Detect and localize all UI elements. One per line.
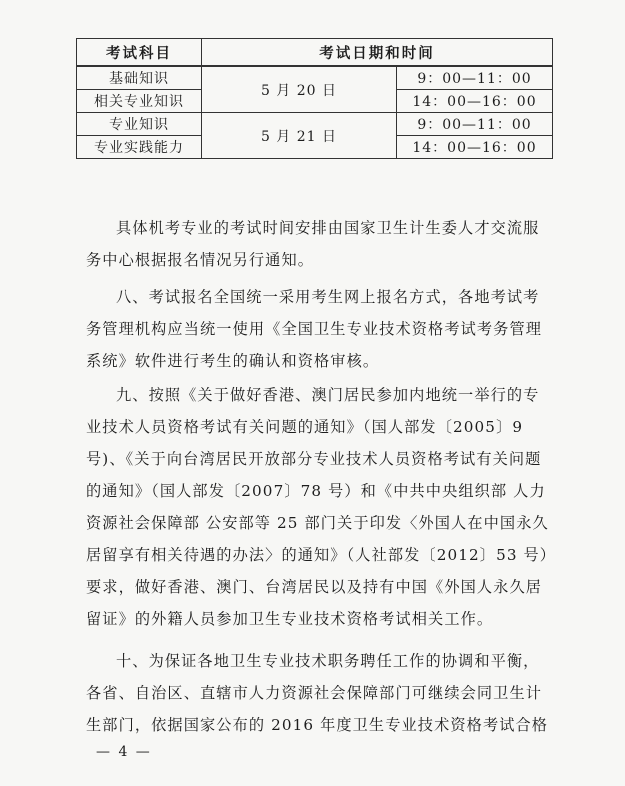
text-line: 系统》软件进行考生的确认和资格审核。: [86, 352, 380, 370]
text-line: 九、按照《关于做好香港、澳门居民参加内地统一举行的专: [116, 386, 540, 404]
text-line: 业技术人员资格考试有关问题的通知》（国人部发〔2005〕9: [86, 418, 524, 436]
text-line: 十、为保证各地卫生专业技术职务聘任工作的协调和平衡，: [116, 652, 540, 670]
time-cell: 14：00—16：00: [397, 136, 553, 159]
subject-cell: 相关专业知识: [77, 90, 202, 113]
text-line: 居留享有相关待遇的办法〉的通知》（人社部发〔2012〕53 号）: [86, 546, 557, 564]
paragraph-eight: [86, 281, 556, 377]
text-line: 具体机考专业的考试时间安排由国家卫生计生委人才交流服: [116, 219, 540, 237]
table-row: [77, 113, 553, 136]
subject-cell: 基础知识: [77, 66, 202, 90]
header-datetime: 考试日期和时间: [202, 39, 553, 67]
text-line: 生部门，依据国家公布的 2016 年度卫生专业技术资格考试合格: [86, 716, 549, 734]
text-line: 号)、《关于向台湾居民开放部分专业技术人员资格考试有关问题: [86, 450, 542, 468]
table-row: [77, 66, 553, 90]
text-line: 务中心根据报名情况另行通知。: [86, 251, 315, 269]
header-subject: 考试科目: [77, 39, 202, 67]
text-line: 资源社会保障部 公安部等 25 部门关于印发〈外国人在中国永久: [86, 514, 549, 532]
text-line: 要求，做好香港、澳门、台湾居民以及持有中国《外国人永久居: [86, 578, 543, 596]
text-line: 八、考试报名全国统一采用考生网上报名方式，各地考试考: [116, 288, 540, 306]
paragraph-machine-exam: [86, 212, 556, 276]
table-header-row: [77, 39, 553, 67]
page-number: — 4 —: [96, 744, 152, 760]
text-line: 的通知》（国人部发〔2007〕78 号）和《中共中央组织部 人力: [86, 482, 546, 500]
exam-schedule-table: [76, 38, 553, 159]
text-line: 各省、自治区、直辖市人力资源社会保障部门可继续会同卫生计: [86, 684, 543, 702]
paragraph-nine: [86, 379, 556, 635]
date-cell: 5 月 21 日: [202, 113, 397, 159]
time-cell: 9：00—11：00: [397, 113, 553, 136]
time-cell: 14：00—16：00: [397, 90, 553, 113]
time-cell: 9：00—11：00: [397, 66, 553, 90]
date-cell: 5 月 20 日: [202, 66, 397, 113]
text-line: 务管理机构应当统一使用《全国卫生专业技术资格考试考务管理: [86, 320, 543, 338]
subject-cell: 专业实践能力: [77, 136, 202, 159]
text-line: 留证》的外籍人员参加卫生专业技术资格考试相关工作。: [86, 610, 494, 628]
subject-cell: 专业知识: [77, 113, 202, 136]
paragraph-ten: [86, 645, 556, 741]
